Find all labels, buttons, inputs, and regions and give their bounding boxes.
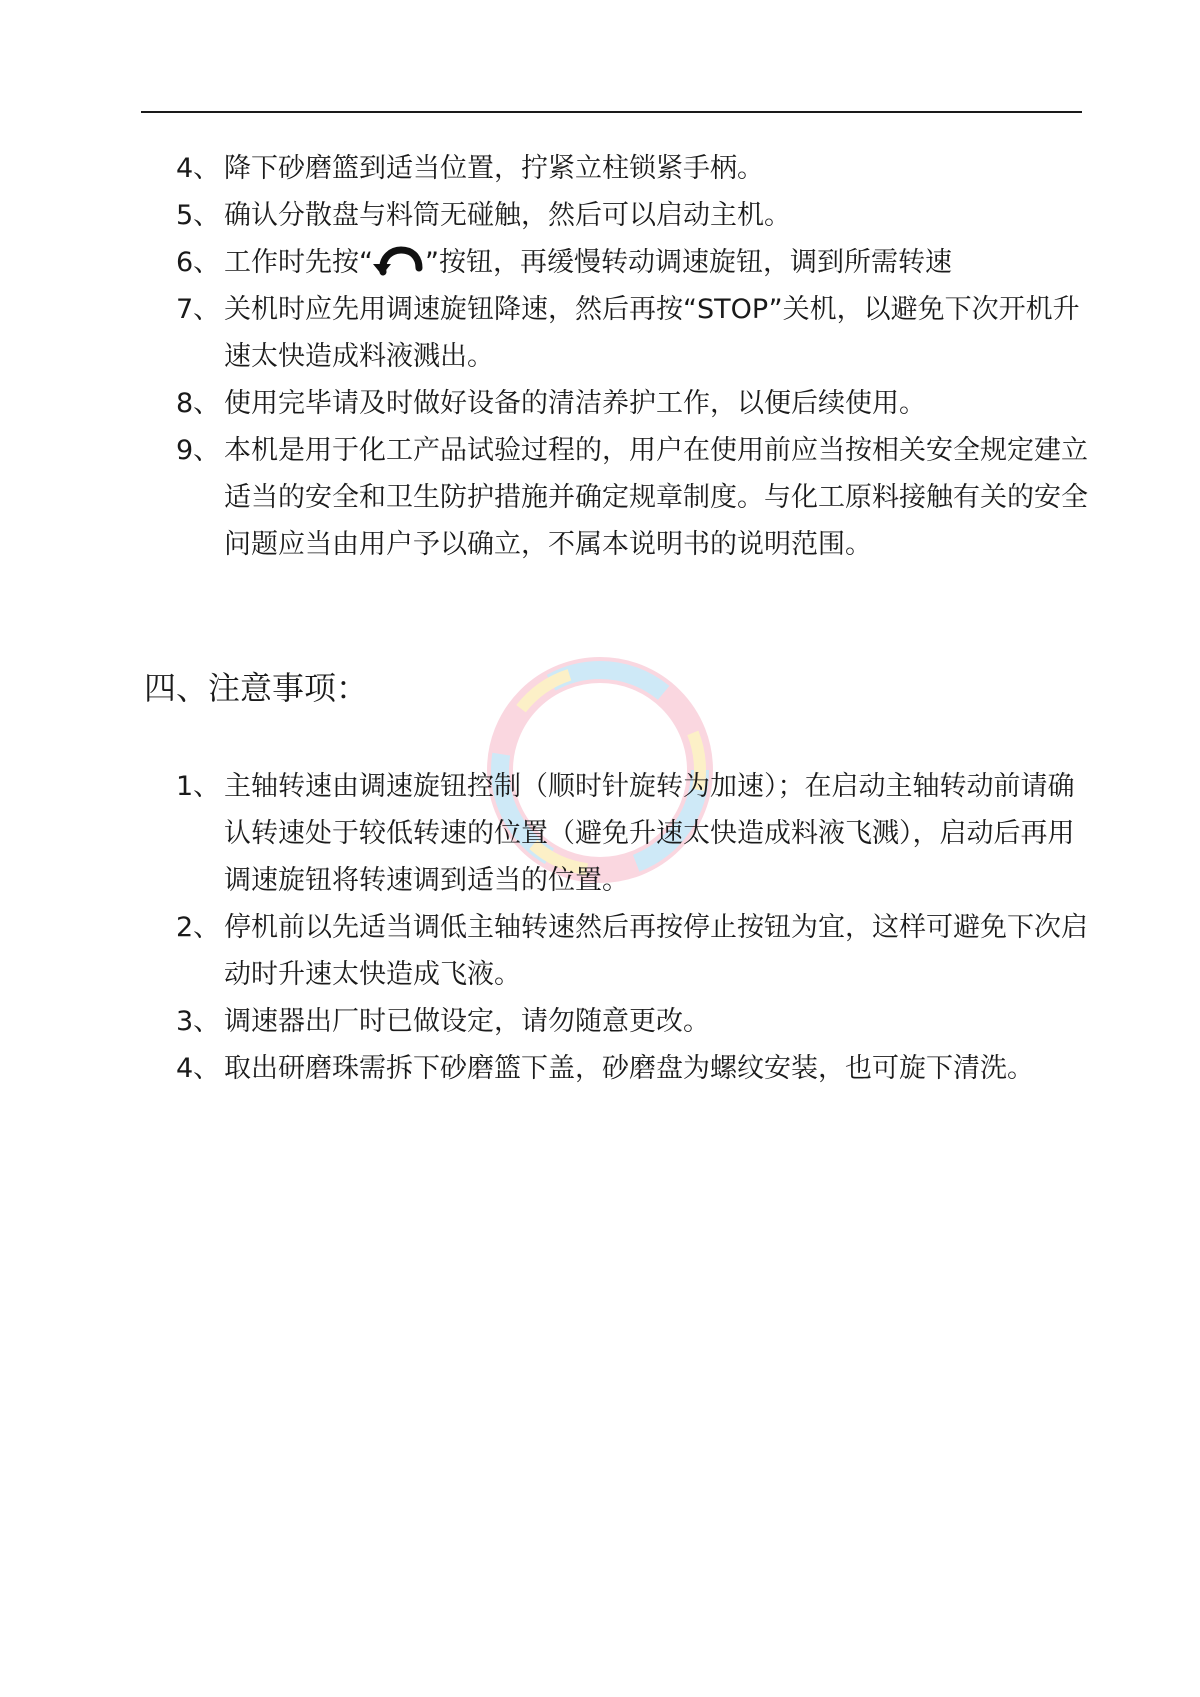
item-text: 本机是用于化工产品试验过程的，用户在使用前应当按相关安全规定建立适当的安全和卫生防护措施并确定规章制度。与化工原料接触有关的安全问题应当由用户予以确立，不属本说明书的说明范围。 [224,435,1088,560]
list-item [0,1045,1200,1092]
item-text: 使用完毕请及时做好设备的清洁养护工作，以便后续使用。 [224,388,926,419]
list-item [0,239,1200,286]
list-item [0,904,1200,998]
item-number: 1、 [176,771,221,802]
item-text: 取出研磨珠需拆下砂磨篮下盖，砂磨盘为螺纹安装，也可旋下清洗。 [224,1053,1034,1084]
item-text-after: ”按钮，再缓慢转动调速旋钮，调到所需转速 [425,247,952,278]
steps-list [0,145,1200,568]
item-number: 6、 [176,247,221,278]
item-number: 8、 [176,388,221,419]
item-text: 确认分散盘与料筒无碰触，然后可以启动主机。 [224,200,791,231]
list-item [0,286,1200,380]
item-number: 4、 [176,1053,221,1084]
item-text: 停机前以先适当调低主轴转速然后再按停止按钮为宜，这样可避免下次启动时升速太快造成飞液。 [224,912,1088,990]
list-item [0,763,1200,904]
item-number: 7、 [176,294,221,325]
item-number: 3、 [176,1006,221,1037]
item-number: 5、 [176,200,221,231]
section-title: 四、注意事项： [144,669,369,707]
item-text: 关机时应先用调速旋钮降速，然后再按“STOP”关机，以避免下次开机升速太快造成料液溅出。 [224,294,1080,372]
item-text: 主轴转速由调速旋钮控制（顺时针旋转为加速）；在启动主轴转动前请确认转速处于较低转速的位置（避免升速太快造成料液飞溅），启动后再用调速旋钮将转速调到适当的位置。 [224,771,1075,896]
list-item [0,427,1200,568]
notes-list [0,763,1200,1092]
list-item [0,192,1200,239]
item-number: 2、 [176,912,221,943]
list-item [0,145,1200,192]
list-item [0,998,1200,1045]
item-text: 降下砂磨篮到适当位置，拧紧立柱锁紧手柄。 [224,153,764,184]
header-rule [141,111,1082,113]
counterclockwise-arrow-icon [373,246,425,276]
item-number: 9、 [176,435,221,466]
list-item [0,380,1200,427]
item-text-before: 工作时先按“ [224,247,373,278]
item-text [224,239,1090,286]
item-text: 调速器出厂时已做设定，请勿随意更改。 [224,1006,710,1037]
item-number: 4、 [176,153,221,184]
